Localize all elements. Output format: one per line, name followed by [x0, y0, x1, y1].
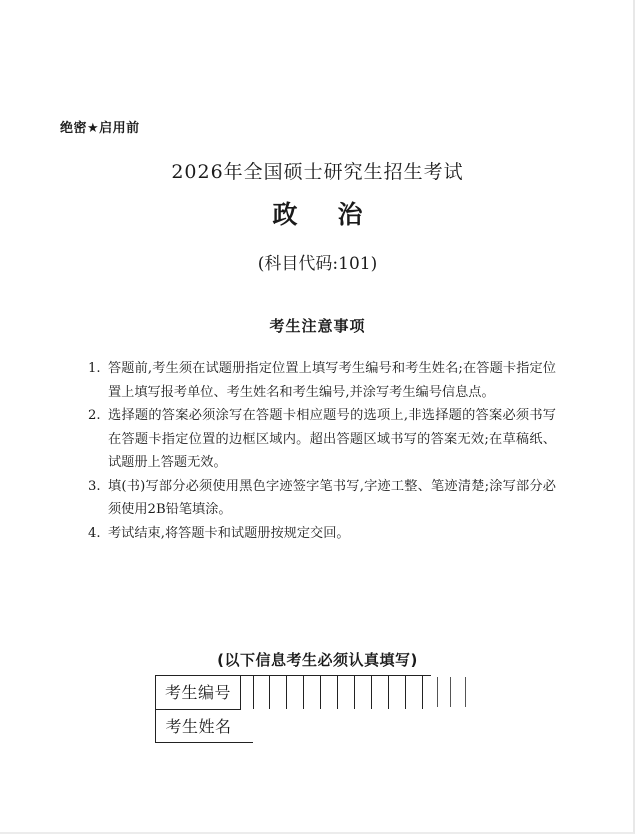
- notice-item-text: 选择题的答案必须涂写在答题卡相应题号的选项上,非选择题的答案必须书写在答题卡指定位置的边框区域内。超出答题区域书写的答案无效;在草稿纸、试题册上答题无效。: [108, 408, 556, 470]
- notice-list: [88, 357, 556, 545]
- number-box-divider: [337, 675, 338, 709]
- number-box-divider: [437, 677, 438, 707]
- notice-item: [88, 522, 556, 546]
- notice-item-number: 3.: [88, 478, 101, 494]
- info-form-heading: (以下信息考生必须认真填写): [217, 651, 418, 669]
- candidate-number-row: [155, 675, 475, 709]
- number-box-divider: [320, 675, 321, 709]
- notice-item-number: 1.: [88, 361, 101, 376]
- number-box-divider: [286, 675, 287, 709]
- candidate-name-row: [155, 709, 475, 743]
- candidate-number-boxes[interactable]: [241, 675, 475, 709]
- candidate-name-label: 考生姓名: [155, 709, 241, 743]
- exam-title: 2026年全国硕士研究生招生考试: [171, 161, 464, 183]
- notice-item-number: 4.: [88, 525, 101, 541]
- number-box-divider: [422, 675, 423, 709]
- number-box-divider: [388, 675, 389, 709]
- subject-code: (科目代码:101): [257, 254, 378, 274]
- number-box-divider: [371, 675, 372, 709]
- number-box-divider: [450, 677, 451, 707]
- name-row-bottom-rule: [241, 742, 253, 743]
- candidate-info-table: [155, 675, 475, 743]
- number-box-divider: [354, 675, 355, 709]
- notice-item: [88, 475, 556, 522]
- number-box-divider: [253, 675, 254, 709]
- notice-heading: 考生注意事项: [269, 317, 366, 335]
- candidate-number-label: 考生编号: [155, 675, 241, 709]
- notice-item-number: 2.: [88, 408, 101, 423]
- number-box-divider: [405, 675, 406, 709]
- notice-item-text: 考试结束,将答题卡和试题册按规定交回。: [108, 525, 350, 541]
- notice-item-text: 答题前,考生须在试题册指定位置上填写考生编号和考生姓名;在答题卡指定位置上填写报考单位、考生姓名和考生编号,并涂写考生编号信息点。: [108, 361, 556, 400]
- notice-item: [88, 404, 556, 475]
- subject-title: 政治: [272, 200, 403, 229]
- notice-item-text: 填(书)写部分必须使用黑色字迹签字笔书写,字迹工整、笔迹清楚;涂写部分必须使用2B铅笔填涂。: [108, 478, 556, 517]
- number-box-divider: [269, 675, 270, 709]
- number-box-divider: [465, 677, 466, 707]
- notice-item: [88, 357, 556, 404]
- secrecy-label: 绝密★启用前: [60, 121, 140, 136]
- number-box-divider: [303, 675, 304, 709]
